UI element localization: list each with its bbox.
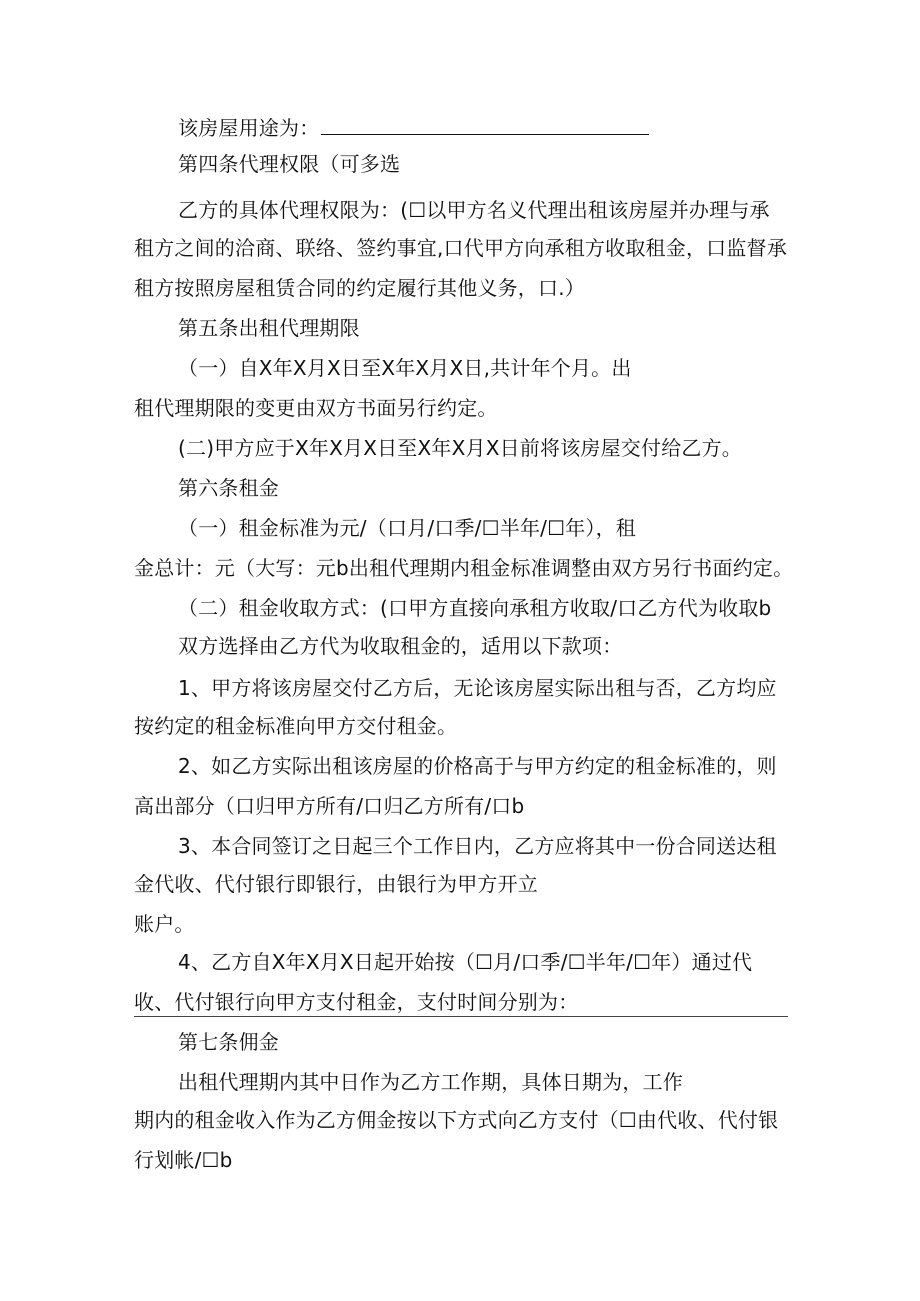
article-7-para-line-3: 行划帐/☐b [134, 1148, 233, 1172]
usage-blank-field [321, 116, 649, 135]
article-5-para-1-line-1: （一）自X年X月X日至X年X月X日,共计年个月。出 [178, 356, 632, 380]
article-7-para-line-2: 期内的租金收入作为乙方佣金按以下方式向乙方支付（☐由代收、代付银 [134, 1108, 779, 1132]
item-3-line-3: 账户。 [134, 912, 195, 936]
article-4-para-line-3: 租方按照房屋租赁合同的约定履行其他义务，口.） [134, 276, 585, 300]
item-4-line-1: 4、乙方自X年X月X日起开始按（☐月/口季/☐半年/☐年）通过代 [178, 950, 753, 974]
article-4-title: 第四条代理权限（可多选 [178, 152, 401, 176]
item-1-line-2: 按约定的租金标准向甲方交付租金。 [134, 714, 458, 738]
article-4-para-line-1: 乙方的具体代理权限为：(☐以甲方名义代理出租该房屋并办理与承 [178, 198, 770, 222]
item-2-line-2: 高出部分（口归甲方所有/口归乙方所有/口b [134, 794, 525, 818]
article-4-para-line-2: 租方之间的洽商、联络、签约事宜,口代甲方向承租方收取租金，口监督承 [134, 236, 787, 260]
article-7-title: 第七条佣金 [178, 1030, 279, 1054]
item-1-line-1: 1、甲方将该房屋交付乙方后，无论该房屋实际出租与否，乙方均应 [178, 676, 777, 700]
article-6-para-1-line-2: 金总计：元（大写：元b出租代理期内租金标准调整由双方另行书面约定。 [134, 556, 794, 580]
item-3-line-1: 3、本合同签订之日起三个工作日内，乙方应将其中一份合同送达租 [178, 834, 777, 858]
article-6-title: 第六条租金 [178, 476, 279, 500]
item-4-line-2: 收、代付银行向甲方支付租金，支付时间分别为： [134, 990, 579, 1014]
article-6-para-1-line-1: （一）租金标准为元/（口月/口季/☐半年/☐年），租 [178, 516, 637, 540]
usage-label: 该房屋用途为： [178, 116, 320, 140]
article-7-para-line-1: 出租代理期内其中日作为乙方工作期，具体日期为，工作 [178, 1070, 683, 1094]
divider-line [134, 1016, 788, 1017]
article-6-para-3: 双方选择由乙方代为收取租金的，适用以下款项： [178, 634, 623, 658]
article-6-para-2: （二）租金收取方式：(口甲方直接向承租方收取/口乙方代为收取b [178, 596, 772, 620]
item-2-line-1: 2、如乙方实际出租该房屋的价格高于与甲方约定的租金标准的，则 [178, 754, 777, 778]
article-5-para-1-line-2: 租代理期限的变更由双方书面另行约定。 [134, 396, 498, 420]
article-5-title: 第五条出租代理期限 [178, 316, 360, 340]
usage-line [178, 114, 649, 142]
item-3-line-2: 金代收、代付银行即银行，由银行为甲方开立 [134, 872, 538, 896]
article-5-para-2: (二)甲方应于X年X月X日至X年X月X日前将该房屋交付给乙方。 [178, 436, 743, 460]
